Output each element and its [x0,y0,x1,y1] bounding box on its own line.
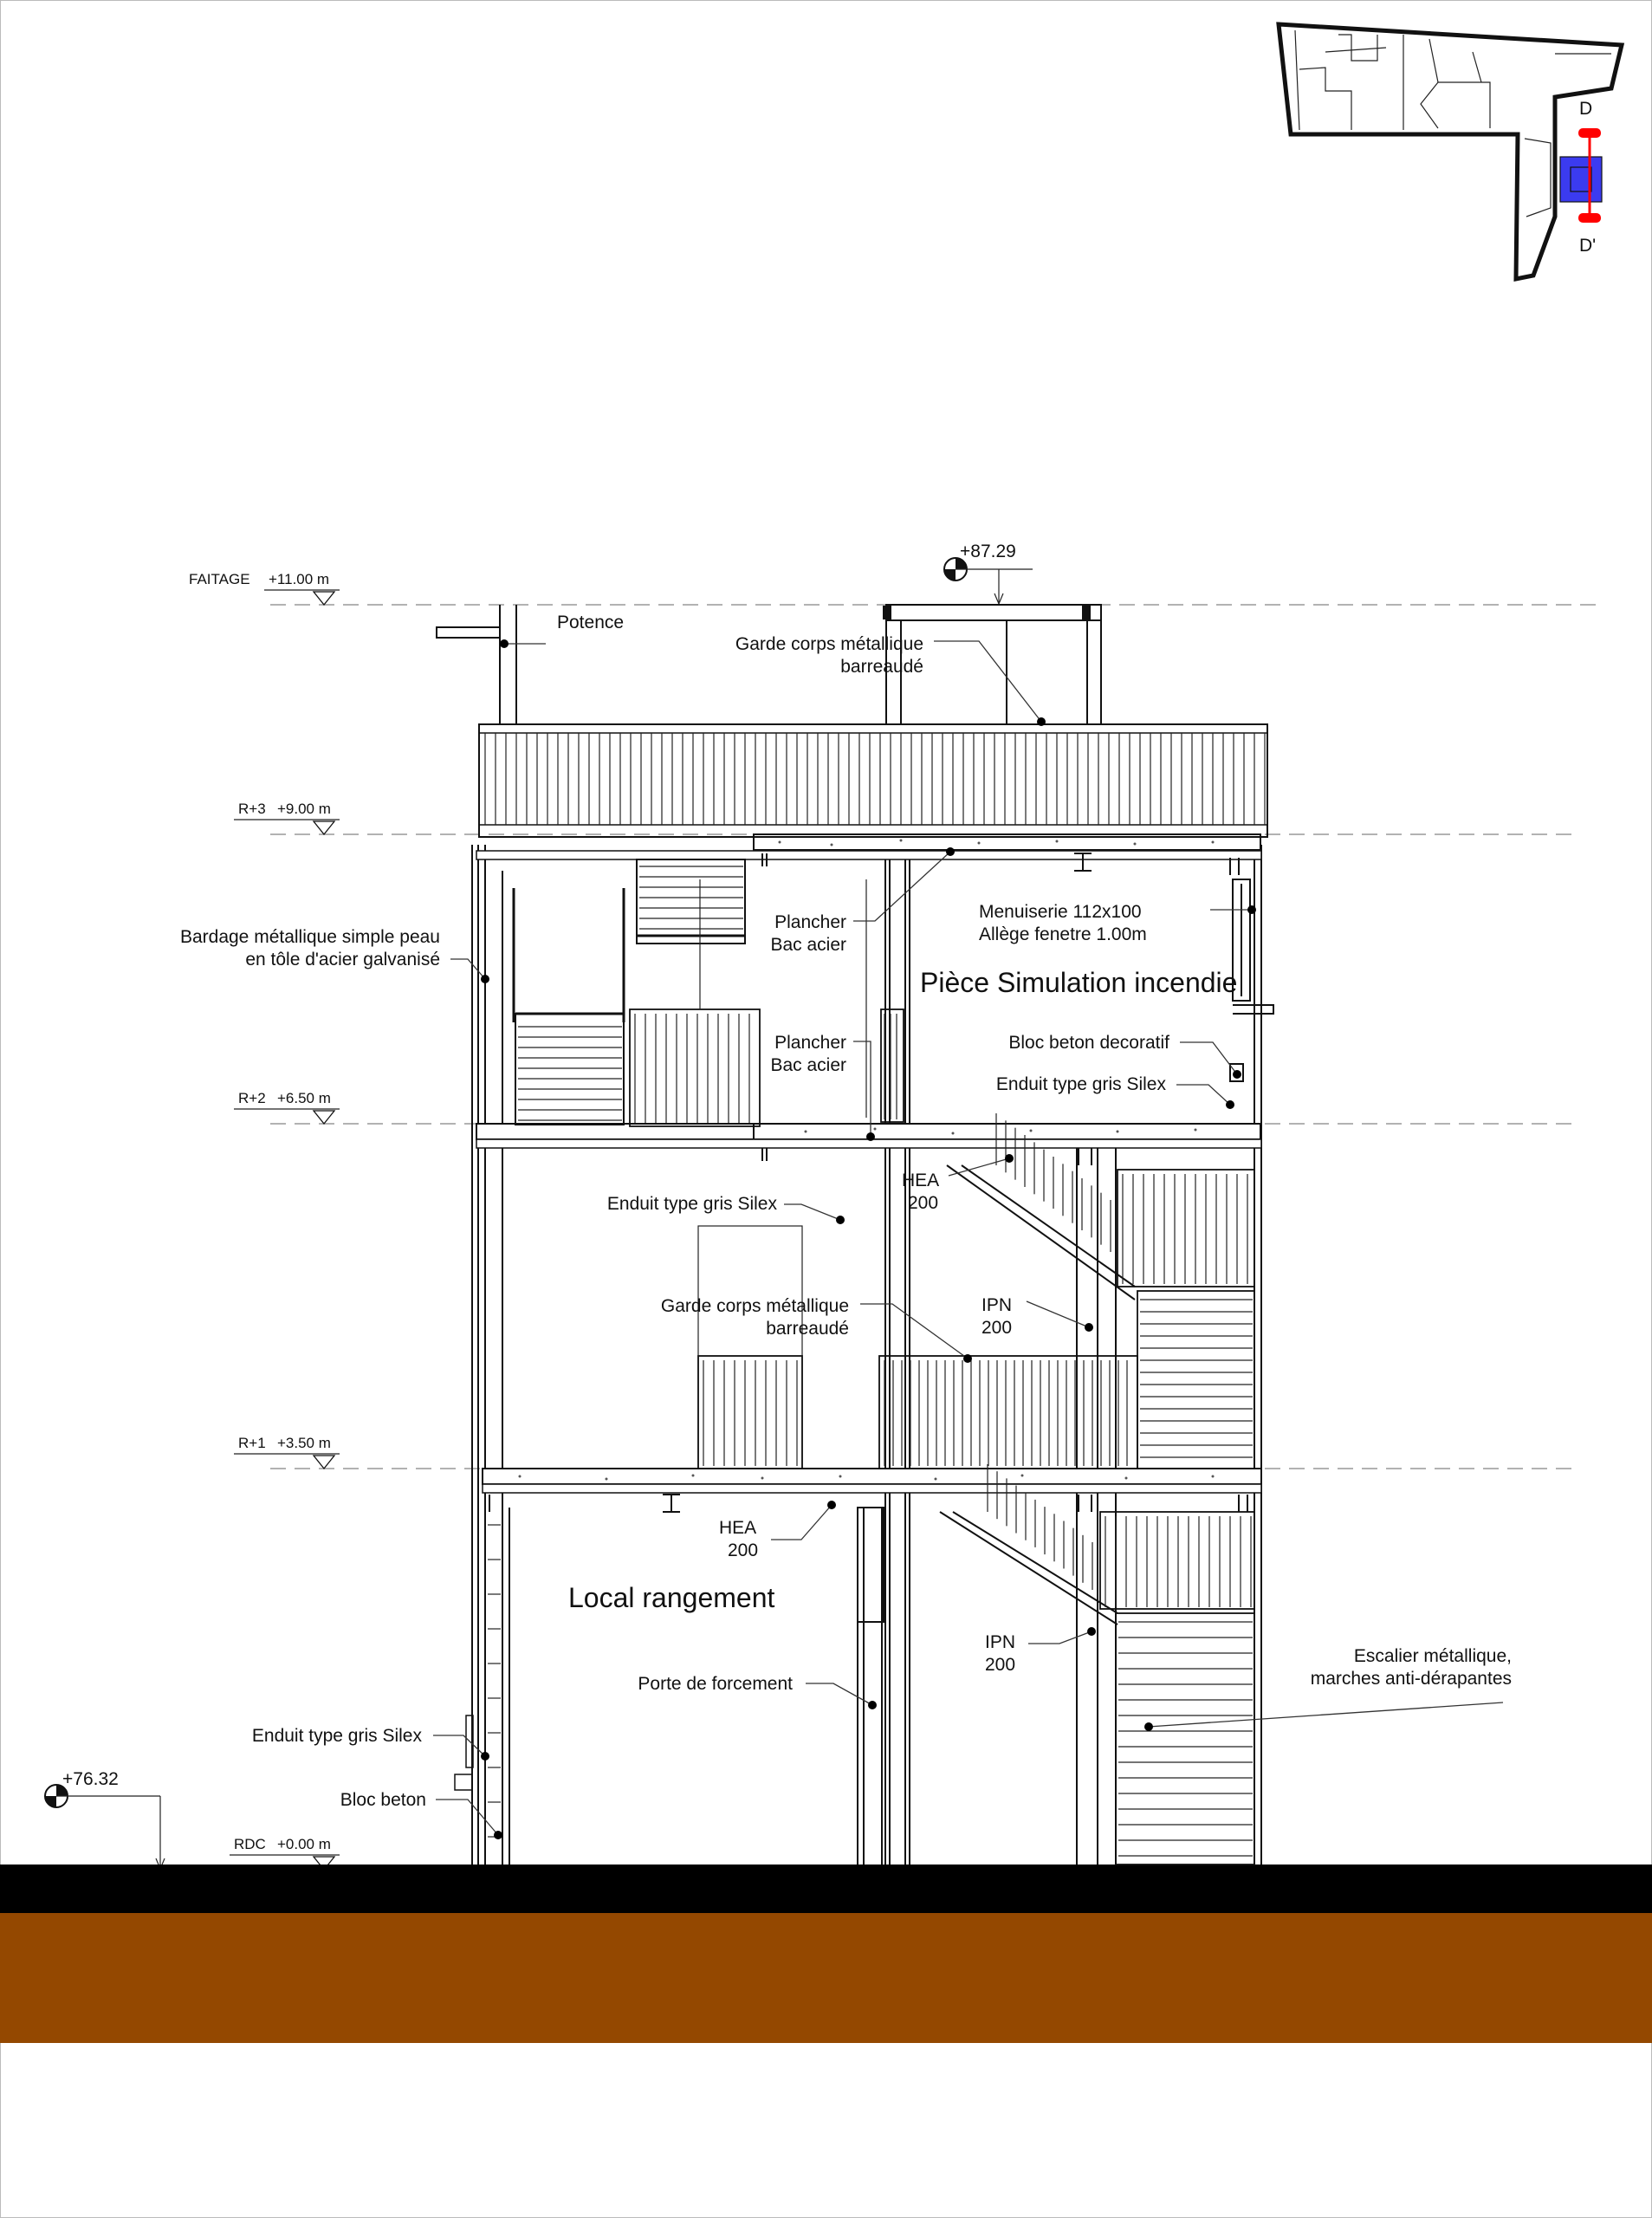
label-enduit-r1: Enduit type gris Silex [606,1194,777,1214]
label-hea-upper-line1: HEA [902,1171,940,1190]
label-bardage-line1: Bardage métallique simple peau [179,927,440,947]
elevation-top-value: +87.29 [960,542,1016,561]
label-enduit-rdc: Enduit type gris Silex [251,1726,422,1746]
ground-band [0,1865,1652,1913]
level-r2-name: R+2 [238,1090,266,1106]
label-enduit-r2: Enduit type gris Silex [995,1074,1166,1094]
label-piece-simulation: Pièce Simulation incendie [920,967,1238,998]
section-mark-d: D [1579,99,1593,119]
level-r3-name: R+3 [238,801,266,817]
soil-layer [0,1913,1652,2043]
label-ipn-lower-line1: IPN [985,1632,1016,1652]
level-rdc-name: RDC [234,1836,266,1852]
label-garde-corps-mid-line2: barreaudé [766,1319,849,1339]
level-faitage-value: +11.00 m [269,571,330,587]
level-faitage-name: FAITAGE [189,571,250,587]
label-porte-forcement: Porte de forcement [638,1674,793,1694]
label-plancher-a-line1: Plancher [774,912,846,932]
label-menuiserie-line2: Allège fenetre 1.00m [979,924,1147,944]
label-garde-corps-mid-line1: Garde corps métallique [660,1296,849,1316]
level-r1-name: R+1 [238,1435,266,1451]
label-menuiserie-line1: Menuiserie 112x100 [979,902,1142,922]
label-hea-lower-line2: 200 [728,1540,759,1560]
label-garde-corps-top-line2: barreaudé [840,657,923,677]
label-escalier-line2: marches anti-dérapantes [1310,1669,1512,1689]
label-potence: Potence [557,613,625,632]
section-marker-start [1578,128,1601,138]
level-r2-value: +6.50 m [277,1090,331,1106]
label-local-rangement: Local rangement [568,1582,775,1613]
section-marker-end [1578,213,1601,223]
label-hea-upper-line2: 200 [908,1193,939,1213]
label-bloc-beton: Bloc beton [340,1790,426,1810]
level-r3-value: +9.00 m [277,801,331,817]
level-rdc-value: +0.00 m [277,1836,331,1852]
label-ipn-upper-line1: IPN [981,1295,1013,1315]
label-hea-lower-line1: HEA [719,1518,757,1538]
section-mark-d-prime: D' [1579,236,1597,256]
label-ipn-upper-line2: 200 [981,1318,1013,1338]
label-plancher-b-line2: Bac acier [770,1055,846,1075]
label-plancher-a-line2: Bac acier [770,935,846,955]
key-plan-highlight [1560,157,1602,202]
label-escalier-line1: Escalier métallique, [1353,1646,1512,1666]
label-garde-corps-top-line1: Garde corps métallique [735,634,923,654]
elevation-ground-value: +76.32 [62,1769,119,1789]
level-r1-value: +3.50 m [277,1435,331,1451]
label-bardage-line2: en tôle d'acier galvanisé [245,950,440,970]
label-ipn-lower-line2: 200 [985,1655,1016,1675]
label-plancher-b-line1: Plancher [774,1033,846,1053]
label-bloc-decoratif: Bloc beton decoratif [1008,1033,1169,1053]
